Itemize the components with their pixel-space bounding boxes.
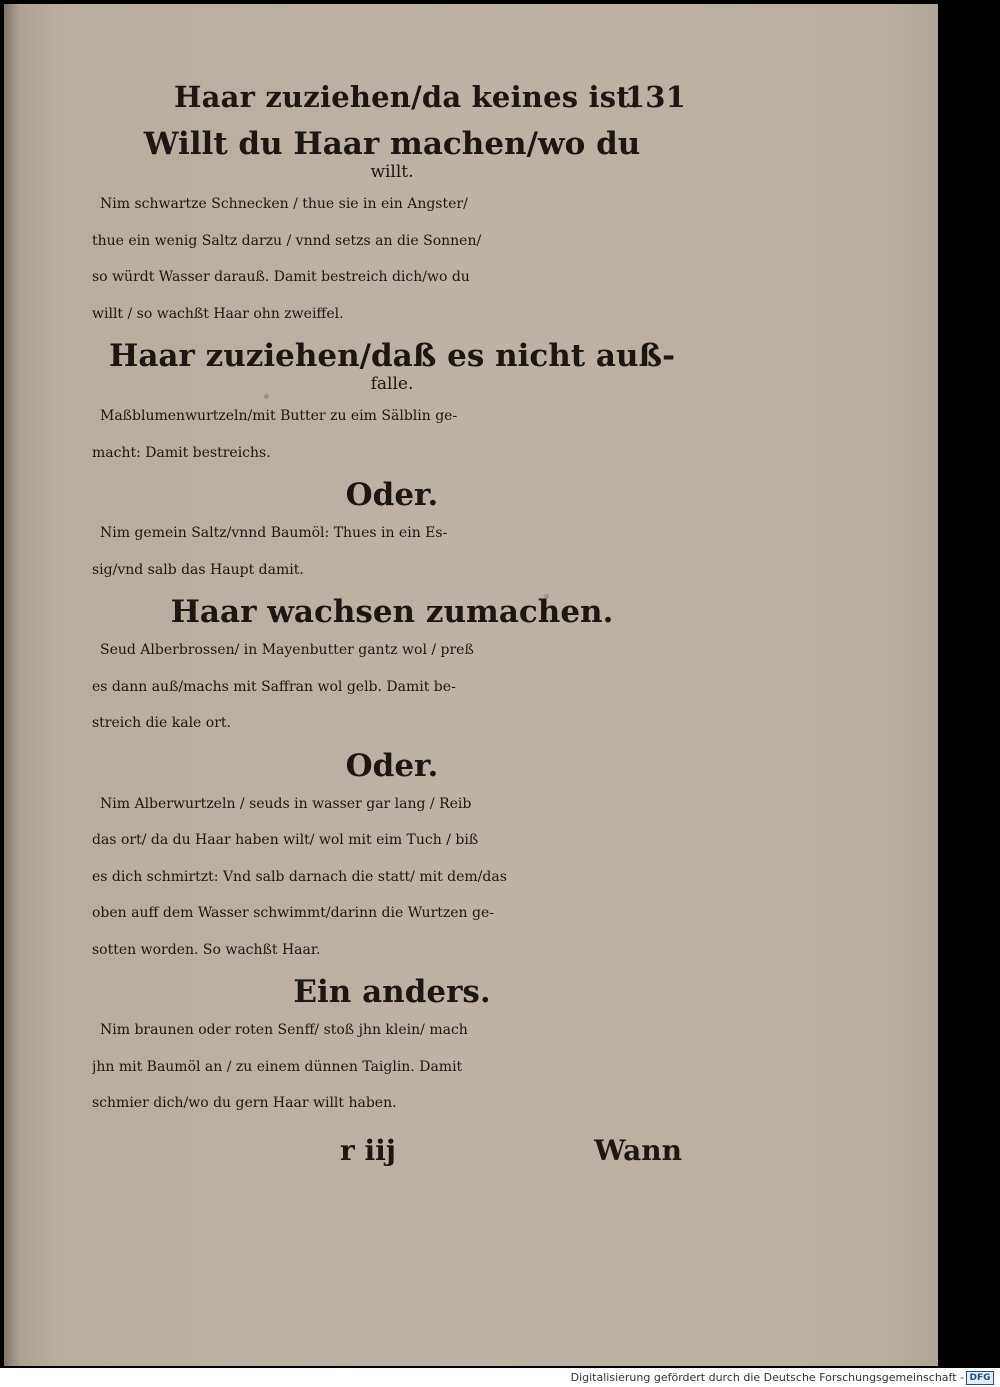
text-line: streich die kale ort. (92, 715, 231, 731)
footer-bar (0, 1368, 1000, 1387)
recipe-paragraph (92, 632, 692, 742)
catchword: Wann (594, 1133, 682, 1167)
recipe-paragraph (92, 786, 692, 969)
text-line: macht: Damit bestreichs. (92, 444, 271, 461)
section-heading: Haar zuziehen/daß es nicht auß- (109, 338, 675, 374)
text-line: Maßblumenwurtzeln/mit Butter zu eim Sälblin ge- (100, 408, 458, 424)
recipe-paragraph (92, 398, 692, 471)
text-line: es dann auß/machs mit Saffran wol gelb. Damit be- (92, 678, 456, 695)
section-heading: Haar wachsen zumachen. (170, 594, 614, 630)
text-line: Nim braunen oder roten Senff/ stoß jhn klein/ mach (100, 1022, 468, 1038)
funding-credit: Digitalisierung gefördert durch die Deutsche Forschungsgemeinschaft - (570, 1371, 964, 1384)
text-line: so würdt Wasser darauß. Damit bestreich dich/wo du (92, 269, 470, 285)
section-subhead: willt. (370, 162, 414, 182)
text-line: Seud Alberbrossen/ in Mayenbutter gantz wol / preß (100, 642, 474, 658)
text-line: Nim gemein Saltz/vnnd Baumöl: Thues in ein Es- (100, 525, 448, 541)
recipe-paragraph (92, 515, 692, 588)
recipe-paragraph (92, 186, 692, 332)
signature-mark: r iij (340, 1133, 396, 1167)
gutter-shadow (4, 4, 20, 1366)
text-line: es dich schmirtzt: Vnd salb darnach die statt/ mit dem/das (92, 868, 507, 885)
recipe-paragraph (92, 1012, 692, 1122)
text-line: oben auff dem Wasser schwimmt/darinn die Wurtzen ge- (92, 905, 494, 921)
text-line: willt / so wachßt Haar ohn zweiffel. (92, 305, 344, 322)
text-line: sig/vnd salb das Haupt damit. (92, 561, 304, 578)
text-line: schmier dich/wo du gern Haar willt haben. (92, 1095, 397, 1111)
section-heading: Oder. (345, 477, 439, 513)
text-line: Nim schwartze Schnecken / thue sie in ein Angster/ (100, 196, 468, 212)
section-heading: Willt du Haar machen/wo du (143, 126, 641, 162)
catch-line (92, 1130, 692, 1180)
running-title: Haar zuziehen/da keines ist. (174, 80, 641, 114)
text-line: das ort/ da du Haar haben wilt/ wol mit eim Tuch / biß (92, 832, 479, 848)
scan-border (938, 0, 1000, 1368)
section-heading: Oder. (345, 747, 439, 784)
book-page (4, 4, 938, 1366)
text-line: jhn mit Baumöl an / zu einem dünnen Taiglin. Damit (92, 1058, 463, 1075)
running-head (92, 74, 692, 120)
page-number: 131 (624, 80, 686, 114)
dfg-logo: DFG (966, 1371, 994, 1385)
section-subhead: falle. (370, 374, 414, 394)
section-heading: Ein anders. (293, 974, 491, 1010)
text-block (92, 74, 692, 1180)
text-line: Nim Alberwurtzeln / seuds in wasser gar lang / Reib (100, 795, 472, 812)
text-line: sotten worden. So wachßt Haar. (92, 941, 321, 958)
sections-container (92, 124, 692, 1122)
text-line: thue ein wenig Saltz darzu / vnnd setzs an die Sonnen/ (92, 232, 482, 249)
